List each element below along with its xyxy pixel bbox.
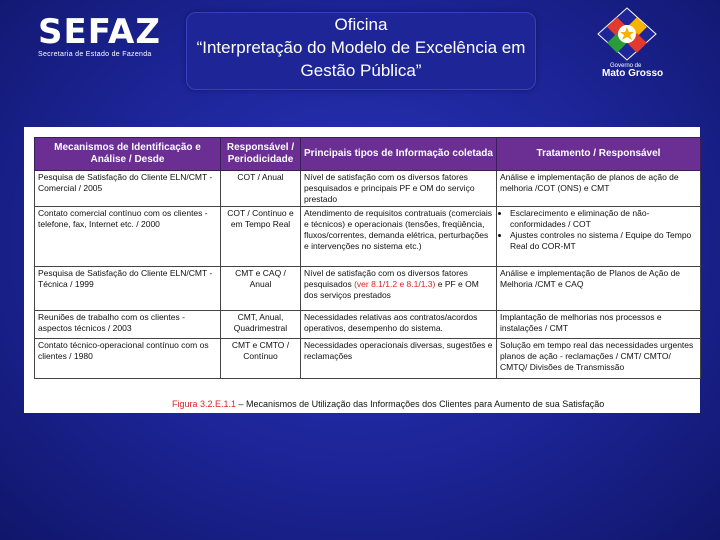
cell: Implantação de melhorias nos processos e instalações / CMT — [497, 311, 701, 339]
table-row — [35, 267, 701, 311]
caption-text: – Mecanismos de Utilização das Informações dos Clientes para Aumento de sua Satisfação — [236, 399, 605, 409]
cell: Nível de satisfação com os diversos fatores pesquisados e principais PF e OM do serviço prestado — [301, 171, 497, 207]
cell: COT / Contínuo e em Tempo Real — [221, 207, 301, 267]
cell: Análise e implementação de Planos de Ação de Melhoria /CMT e CAQ — [497, 267, 701, 311]
sefaz-logo — [38, 14, 161, 58]
table-header-row — [35, 138, 701, 171]
header-mechanisms: Mecanismos de Identificação e Análise / Desde — [35, 138, 221, 171]
cell: Contato técnico-operacional contínuo com os clientes / 1980 — [35, 339, 221, 379]
cell-text: e PF e OM dos serviços prestados — [304, 279, 479, 300]
cell: CMT e CAQ / Anual — [221, 267, 301, 311]
cell — [301, 267, 497, 311]
cell: CMT e CMTO / Contínuo — [221, 339, 301, 379]
sefaz-brand-subtitle: Secretaria de Estado de Fazenda — [38, 51, 152, 58]
table-row — [35, 339, 701, 379]
cell: Necessidades relativas aos contratos/acordos operativos, desempenho do sistema. — [301, 311, 497, 339]
title-line-3: Gestão Pública” — [300, 61, 422, 80]
cell-reference: (ver 8.1/1.2 e 8.1/1.3) — [354, 279, 436, 289]
mato-grosso-emblem-icon — [596, 6, 658, 62]
header-treatment: Tratamento / Responsável — [497, 138, 701, 171]
figure-caption — [172, 399, 604, 409]
sefaz-brand: SEFAZ — [38, 12, 162, 52]
state-label: Mato Grosso — [602, 68, 664, 79]
mato-grosso-logo — [596, 6, 666, 79]
cell: Necessidades operacionais diversas, sugestões e reclamações — [301, 339, 497, 379]
cell: Solução em tempo real das necessidades urgentes planos de ação - reclamações / CMT/ CMTO/ CMTQ/ Divisões de Transmissão — [497, 339, 701, 379]
cell: Contato comercial contínuo com os clientes - telefone, fax, Internet etc. / 2000 — [35, 207, 221, 267]
info-table — [34, 137, 701, 379]
title-line-1: Oficina — [334, 15, 388, 34]
header-responsible: Responsável / Periodicidade — [221, 138, 301, 171]
cell: Pesquisa de Satisfação do Cliente ELN/CMT - Comercial / 2005 — [35, 171, 221, 207]
cell: Análise e implementação de planos de ação de melhoria /COT (ONS) e CMT — [497, 171, 701, 207]
cell: Reuniões de trabalho com os clientes - aspectos técnicos / 2003 — [35, 311, 221, 339]
table-row — [35, 207, 701, 267]
caption-figure-number: Figura 3.2.E.1.1 — [172, 399, 237, 409]
document-image — [24, 127, 700, 413]
cell-text: Nível de satisfação com os diversos fatores pesquisados — [304, 268, 468, 289]
cell — [497, 207, 701, 267]
list-item: • Ajustes controles no sistema / Equipe do Tempo Real do COR-MT — [510, 230, 697, 252]
table-row — [35, 171, 701, 207]
bullet-list — [500, 208, 697, 252]
header-info-types: Principais tipos de Informação coletada — [301, 138, 497, 171]
gov-label: Governo de — [610, 63, 642, 69]
cell: Atendimento de requisitos contratuais (comerciais e técnicos) e operacionais (tensões, freqüência, fluxos/correntes, demanda elétrica, perturbações e intervenções no sistema etc.) — [301, 207, 497, 267]
cell: COT / Anual — [221, 171, 301, 207]
title-line-2: “Interpretação do Modelo de Excelência em — [196, 38, 526, 57]
cell: CMT, Anual, Quadrimestral — [221, 311, 301, 339]
table-row — [35, 311, 701, 339]
cell: Pesquisa de Satisfação do Cliente ELN/CMT - Técnica / 1999 — [35, 267, 221, 311]
list-item: • Esclarecimento e eliminação de não-conformidades / COT — [510, 208, 697, 230]
slide-title — [186, 12, 536, 90]
